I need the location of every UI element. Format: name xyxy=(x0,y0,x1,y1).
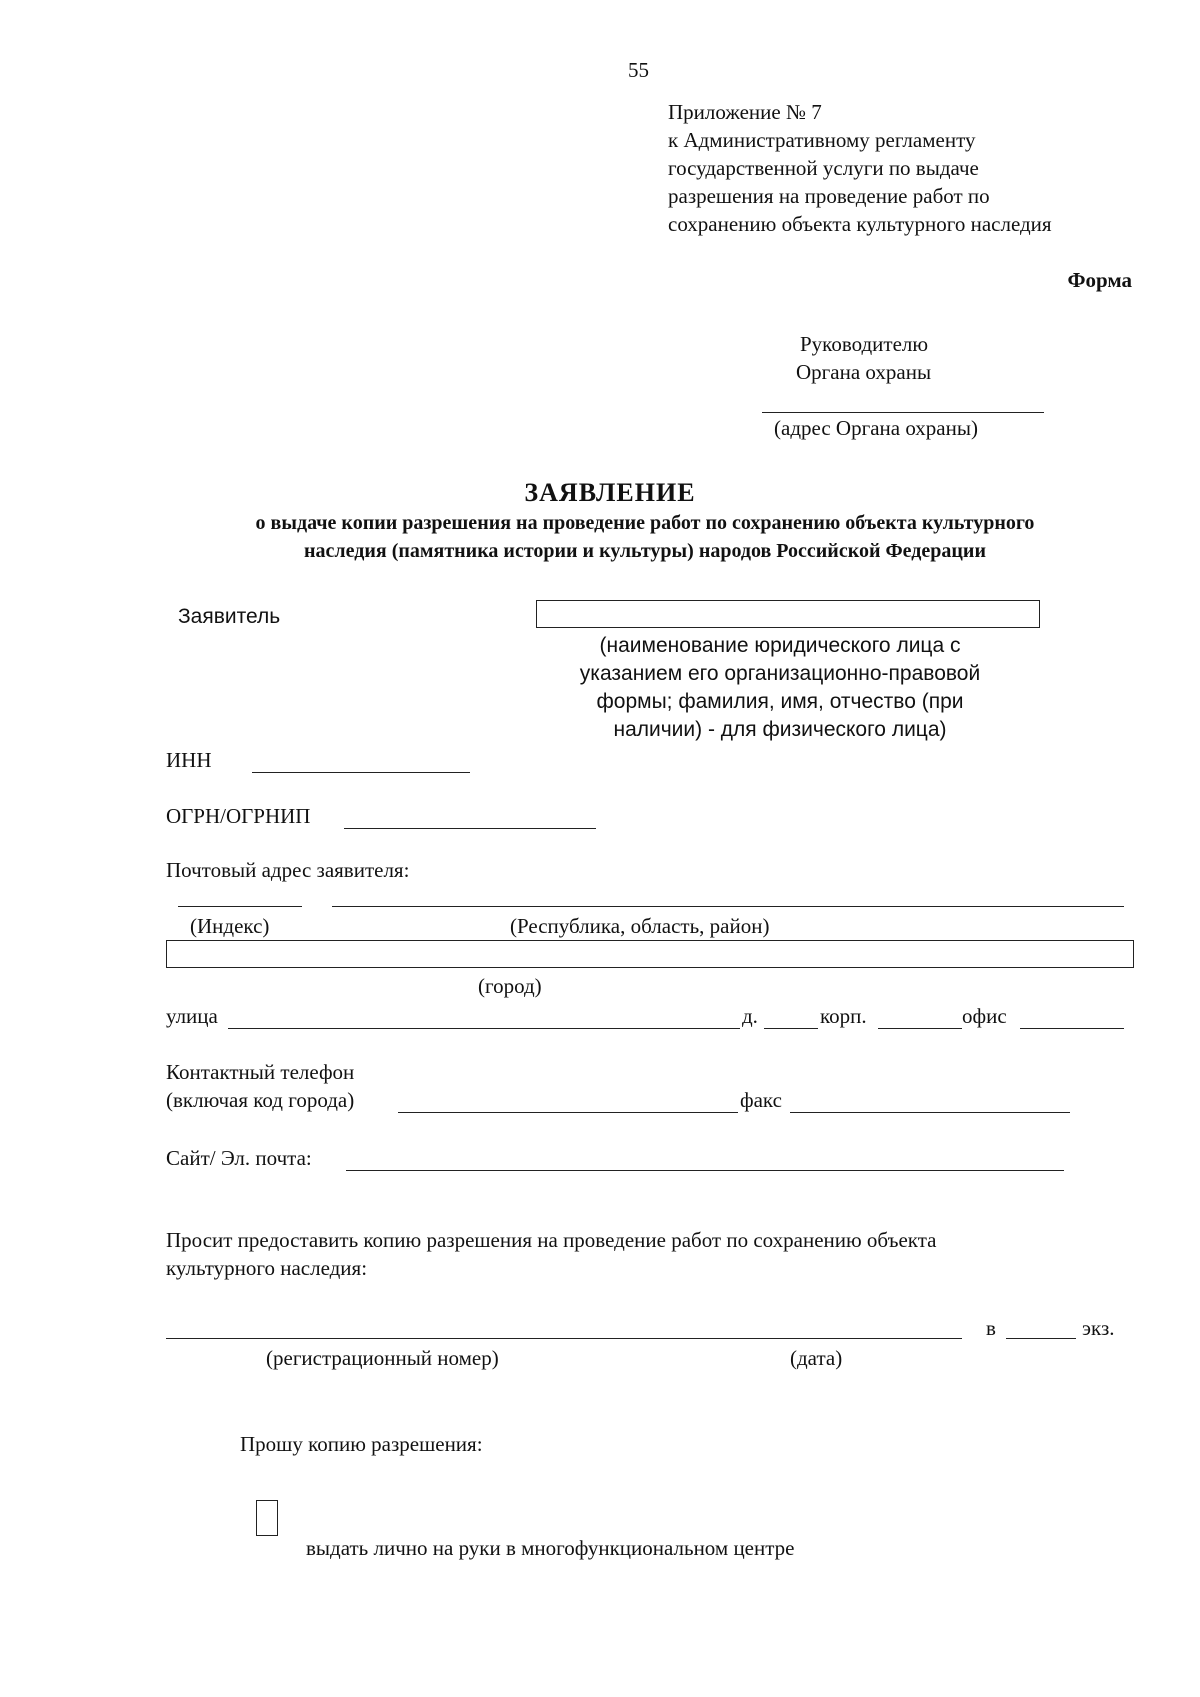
postal-city-field[interactable] xyxy=(166,940,1134,968)
appendix-line-2: к Административному регламенту xyxy=(668,128,976,152)
applicant-caption-3: формы; фамилия, имя, отчество (при xyxy=(596,690,964,713)
street-label: улица xyxy=(166,1004,218,1028)
applicant-caption-2: указанием его организационно-правовой xyxy=(579,662,981,685)
applicant-label: Заявитель xyxy=(178,605,281,628)
street-field[interactable] xyxy=(228,1028,740,1029)
postal-region-field[interactable] xyxy=(332,906,1124,907)
fax-field[interactable] xyxy=(790,1112,1070,1113)
registration-number-caption: (регистрационный номер) xyxy=(266,1346,499,1370)
date-caption: (дата) xyxy=(790,1346,843,1370)
house-label: д. xyxy=(742,1004,758,1028)
postal-index-field[interactable] xyxy=(178,906,302,907)
addressee-line-1: Руководителю xyxy=(800,332,929,356)
delivery-option-checkbox[interactable] xyxy=(256,1500,278,1536)
site-email-label: Сайт/ Эл. почта: xyxy=(166,1146,312,1170)
inn-label: ИНН xyxy=(166,748,212,772)
request-text-line-2: культурного наследия: xyxy=(166,1256,368,1280)
postal-region-caption: (Республика, область, район) xyxy=(510,914,770,938)
document-subtitle-line-1: о выдаче копии разрешения на проведение работ по сохранению объекта культурного xyxy=(255,512,1035,534)
phone-label-line-1: Контактный телефон xyxy=(166,1060,355,1084)
house-field[interactable] xyxy=(764,1028,818,1029)
addressee-address-field[interactable] xyxy=(762,412,1044,413)
registration-number-date-field[interactable] xyxy=(166,1338,962,1339)
postal-address-label: Почтовый адрес заявителя: xyxy=(166,858,410,882)
ogrn-field[interactable] xyxy=(344,828,596,829)
appendix-line-5: сохранению объекта культурного наследия xyxy=(668,212,1052,236)
copies-count-field[interactable] xyxy=(1006,1338,1076,1339)
applicant-caption-1: (наименование юридического лица с xyxy=(599,634,961,657)
phone-field[interactable] xyxy=(398,1112,738,1113)
appendix-line-4: разрешения на проведение работ по xyxy=(668,184,990,208)
fax-label: факс xyxy=(740,1088,782,1112)
delivery-option-label: выдать лично на руки в многофункциональном центре xyxy=(306,1536,795,1560)
document-title: ЗАЯВЛЕНИЕ xyxy=(524,478,696,507)
office-field[interactable] xyxy=(1020,1028,1124,1029)
appendix-line-1: Приложение № 7 xyxy=(668,100,822,124)
inn-field[interactable] xyxy=(252,772,470,773)
document-subtitle-line-2: наследия (памятника истории и культуры) народов Российской Федерации xyxy=(304,540,986,562)
copies-label: экз. xyxy=(1082,1316,1115,1340)
postal-city-caption: (город) xyxy=(478,974,542,998)
building-field[interactable] xyxy=(878,1028,962,1029)
form-label: Форма xyxy=(1067,268,1132,292)
addressee-line-2: Органа охраны xyxy=(796,360,932,384)
applicant-name-field[interactable] xyxy=(536,600,1040,628)
page-number: 55 xyxy=(628,58,649,82)
building-label: корп. xyxy=(820,1004,867,1028)
site-email-field[interactable] xyxy=(346,1170,1064,1171)
postal-index-caption: (Индекс) xyxy=(190,914,270,938)
addressee-address-caption: (адрес Органа охраны) xyxy=(774,416,978,440)
applicant-caption-4: наличии) - для физического лица) xyxy=(613,718,947,741)
ogrn-label: ОГРН/ОГРНИП xyxy=(166,804,311,828)
in-label: в xyxy=(986,1316,996,1340)
office-label: офис xyxy=(962,1004,1007,1028)
phone-label-line-2: (включая код города) xyxy=(166,1088,355,1112)
delivery-label: Прошу копию разрешения: xyxy=(240,1432,483,1456)
request-text-line-1: Просит предоставить копию разрешения на проведение работ по сохранению объекта xyxy=(166,1228,937,1252)
appendix-line-3: государственной услуги по выдаче xyxy=(668,156,979,180)
